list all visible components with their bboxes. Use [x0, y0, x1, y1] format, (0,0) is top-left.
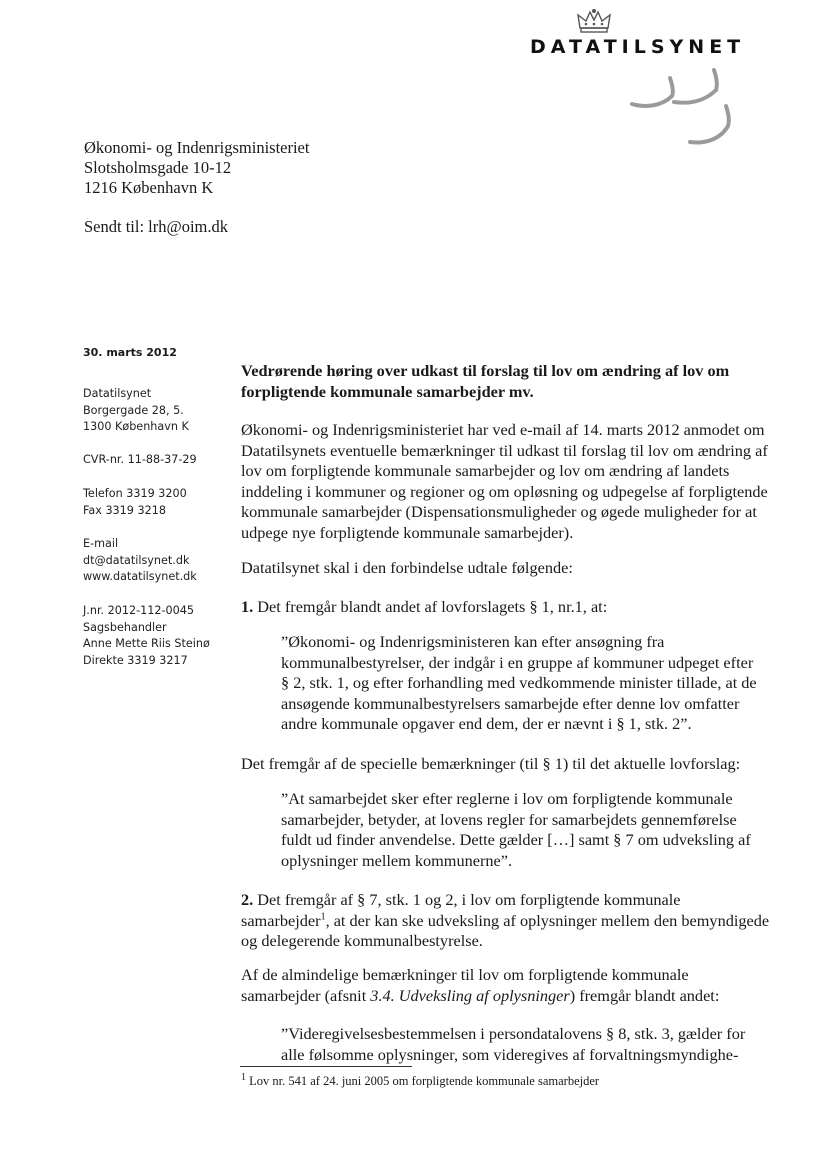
letter-date: 30. marts 2012 [83, 346, 177, 359]
brand-wordmark: DATATILSYNET [530, 36, 746, 58]
email-label: E-mail [83, 537, 119, 550]
footnote [241, 1071, 600, 1089]
sender-phone-block [83, 486, 233, 519]
paragraph-text: ) fremgår blandt andet: [569, 985, 720, 1005]
case-info-block [83, 603, 233, 669]
cvr-number: CVR-nr. 11-88-37-29 [83, 453, 197, 466]
website-link[interactable]: www.datatilsynet.dk [83, 570, 197, 583]
sender-city: 1300 København K [83, 420, 189, 433]
body-paragraph: Økonomi- og Indenrigsministeriet har ved e-mail af 14. marts 2012 anmodet om Datatilsynets eventuelle bemærkninger til udkast til forslag til lov om ændring af lov om forpligtende kommunale samarbejder og lov om ændring af landets inddeling i kommuner og regioner og om opløsning og udpegelse af forpligtende kommunale samarbejder (Dispensationsmuligheder og øgede muligheder for at udpege nye forpligtende kommunale samarbejder). [241, 420, 768, 542]
section-text: Det fremgår blandt andet af lovforslagets § 1, nr.1, at: [253, 597, 608, 617]
section-2-paragraph [241, 890, 771, 952]
caseworker-label: Sagsbehandler [83, 620, 167, 634]
section-number: 1. [241, 597, 254, 617]
section-number: 2. [241, 890, 254, 910]
paragraph-text: Af de almindelige bemærkninger til lov om forpligtende kommunale samarbejder (afsnit [241, 965, 689, 1005]
sender-address [83, 386, 233, 436]
footnote-ref[interactable]: 1 [320, 911, 326, 923]
recipient-line: Økonomi- og Indenrigsministeriet [84, 138, 310, 157]
block-quote: ”Videregivelsesbestemmelsen i persondatalovens § 8, stk. 3, gælder for alle følsomme oplysninger, som videregives af forvaltningsmyndighe- [281, 1024, 746, 1064]
sender-street: Borgergade 28, 5. [83, 403, 184, 417]
body-paragraph: Datatilsynet skal i den forbindelse udtale følgende: [241, 558, 573, 578]
direct-phone: Direkte 3319 3217 [83, 653, 188, 667]
letter-subject: Vedrørende høring over udkast til forslag til lov om ændring af lov om forpligtende kommunale samarbejder mv. [241, 361, 730, 401]
sender-org: Datatilsynet [83, 387, 152, 400]
crown-logo-icon [576, 8, 612, 34]
section-reference: 3.4. Udveksling af oplysninger [370, 985, 570, 1005]
recipient-line: Slotsholmsgade 10-12 [84, 158, 232, 177]
recipient-line: 1216 København K [84, 178, 214, 197]
section-text: , at der kan ske udveksling af oplysninger mellem den bemyndigede og delegerende kommunalbestyrelse. [241, 910, 770, 951]
body-paragraph [241, 965, 771, 1006]
section-text: Det fremgår af § 7, stk. 1 og 2, i lov om forpligtende kommunale samarbejder [241, 890, 681, 930]
email-link[interactable]: dt@datatilsynet.dk [83, 553, 190, 567]
block-quote: ”At samarbejdet sker efter reglerne i lov om forpligtende kommunale samarbejder, betyder, at lovens regler for samarbejdets gennemførelse fuldt ud finder anvendelse. Dette gælder […] samt § 7 om udveksling af oplysninger mellem kommunerne”. [281, 789, 751, 870]
fax-number: Fax 3319 3218 [83, 503, 166, 517]
phone-number: Telefon 3319 3200 [83, 487, 187, 500]
section-1-intro [241, 597, 771, 618]
journal-number: J.nr. 2012-112-0045 [83, 604, 194, 617]
sender-contact-block [83, 536, 233, 586]
footnote-number: 1 [241, 1071, 246, 1083]
recipient-address [84, 138, 309, 198]
handwritten-initials-mark [628, 66, 738, 152]
body-paragraph: Det fremgår af de specielle bemærkninger (til § 1) til det aktuelle lovforslag: [241, 754, 741, 774]
block-quote: ”Økonomi- og Indenrigsministeren kan efter ansøgning fra kommunalbestyrelser, der indgår i en gruppe af kommuner udpeget efter § 2, stk. 1, og efter forhandling med vedkommende minister tillade, at de ansøgende kommunalbestyrelsers samarbejde efter denne lov omfatter andre kommunale opgaver end dem, der er nævnt i § 1, stk. 2”. [281, 632, 757, 734]
caseworker-name: Anne Mette Riis Steinø [83, 637, 210, 650]
footnote-text: Lov nr. 541 af 24. juni 2005 om forpligtende kommunale samarbejder [246, 1074, 600, 1088]
footnote-divider [240, 1066, 412, 1067]
sent-to-line: Sendt til: lrh@oim.dk [84, 217, 228, 236]
